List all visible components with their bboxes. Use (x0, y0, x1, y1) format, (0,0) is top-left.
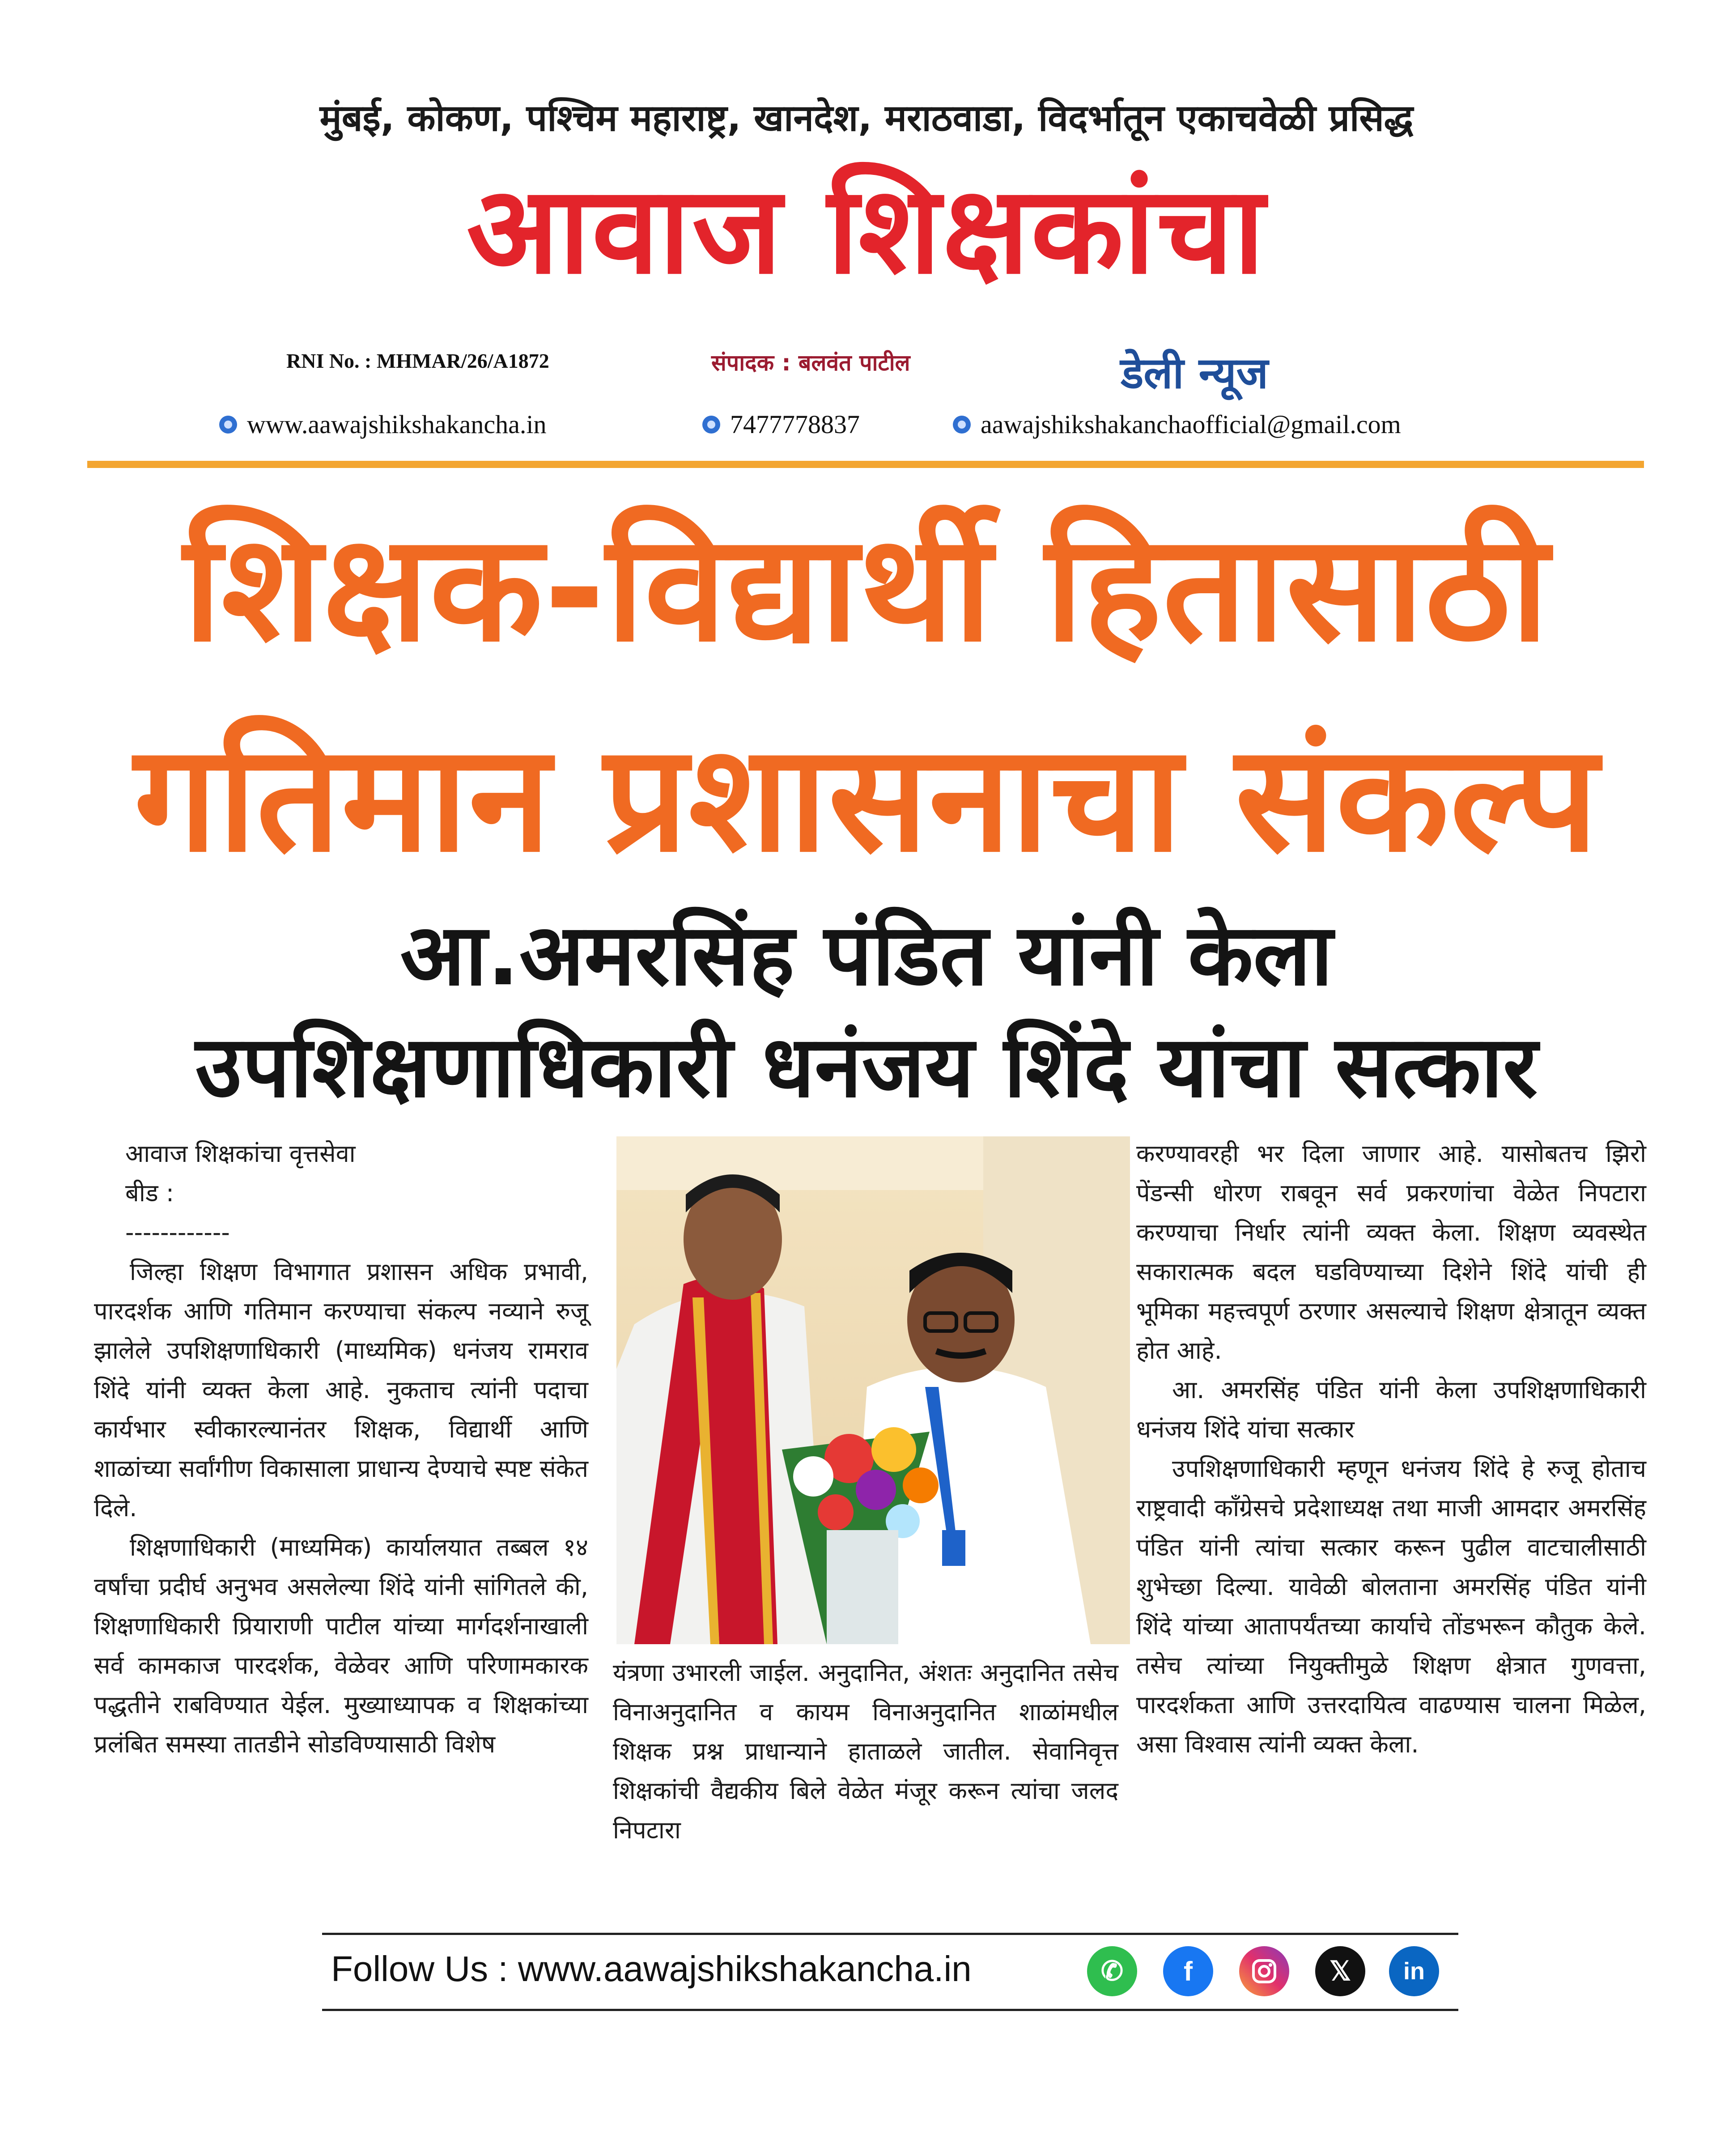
headline-line-2: गतिमान प्रशासनाचा संकल्प (134, 713, 1599, 885)
felicitation-photo (616, 1136, 1130, 1644)
instagram-icon[interactable] (1239, 1946, 1289, 1996)
footer-divider-top (322, 1933, 1458, 1935)
article-paragraph: जिल्हा शिक्षण विभागात प्रशासन अधिक प्रभावी, पारदर्शक आणि गतिमान करण्याचा संकल्प नव्याने रुजू झालेले उपशिक्षणाधिकारी (माध्यमिक) धनंजय रामराव शिंदे यांनी व्यक्त केला आहे. नुकताच त्यांनी पदाचा कार्यभार स्वीकारल्यानंतर शिक्षक, विद्यार्थी आणि शाळांच्या सर्वांगीण विकासाला प्राधान्य देण्याचे स्पष्ट संकेत दिले. (94, 1258, 588, 1522)
x-icon[interactable]: 𝕏 (1315, 1946, 1365, 1996)
linkedin-icon[interactable]: in (1389, 1946, 1439, 1996)
article-paragraph: उपशिक्षणाधिकारी म्हणून धनंजय शिंदे हे रुजू होताच राष्ट्रवादी काँग्रेसचे प्रदेशाध्यक्ष तथा माजी आमदार अमरसिंह पंडित यांनी त्यांचा सत्कार करून पुढील वाटचालीसाठी शुभेच्छा दिल्या. यावेळी बोलताना अमरसिंह पंडित यांनी शिंदे यांच्या आतापर्यंतच्या कार्याचे तोंडभरून कौतुक केले. तसेच त्यांच्या नियुक्तीमुळे शिक्षण क्षेत्रात गुणवत्ता, पारदर्शकता आणि उत्तरदायित्व वाढण्यास चालना मिळेल, असा विश्वास त्यांनी व्यक्त केला. (1136, 1454, 1646, 1758)
subheadline-line-2: उपशिक्षणाधिकारी धनंजय शिंदे यांचा सत्कार (195, 1017, 1538, 1116)
follow-us-link[interactable]: Follow Us : www.aawajshikshakancha.in (331, 1949, 972, 1989)
subheadline-line-1: आ.अमरसिंह पंडित यांनी केला (400, 906, 1333, 1004)
article-separator: ------------ (125, 1218, 230, 1246)
phone-icon (702, 416, 720, 434)
article-column-middle (613, 1653, 1118, 1850)
edition-label: डेली न्यूज (1121, 348, 1268, 398)
article-paragraph: शिक्षणाधिकारी (माध्यमिक) कार्यालयात तब्बल १४ वर्षांचा प्रदीर्घ अनुभव असलेल्या शिंदे यांनी सांगितले की, शिक्षणाधिकारी प्रियाराणी पाटील यांच्या मार्गदर्शनाखाली सर्व कामकाज पारदर्शक, वेळेवर आणि परिणामकारक पद्धतीने राबविण्यात येईल. मुख्याध्यापक व शिक्षकांच्या प्रलंबित समस्या तातडीने सोडविण्यासाठी विशेष (94, 1533, 588, 1758)
article-column-right (1136, 1134, 1646, 1764)
headline-line-1: शिक्षक-विद्यार्थी हितासाठी (183, 502, 1550, 674)
masthead-title: आवाज शिक्षकांचा (466, 160, 1267, 301)
article-column-left (94, 1134, 588, 1764)
editor-name: संपादक : बलवंत पाटील (711, 350, 910, 376)
header-divider (87, 461, 1644, 468)
article-subheading: आ. अमरसिंह पंडित यांनी केला उपशिक्षणाधिकारी धनंजय शिंदे यांचा सत्कार (1136, 1376, 1646, 1443)
footer-divider-bottom (322, 2009, 1458, 2011)
email-text: aawajshikshakanchaofficial@gmail.com (981, 410, 1401, 439)
contact-email[interactable] (953, 409, 1401, 439)
globe-icon (219, 416, 237, 434)
article-dateline: बीड : (125, 1179, 174, 1207)
tagline: मुंबई, कोकण, पश्चिम महाराष्ट्र, खानदेश, मराठवाडा, विदर्भातून एकाचवेळी प्रसिद्ध (319, 97, 1414, 140)
article-paragraph: करण्यावरही भर दिला जाणार आहे. यासोबतच झिरो पेंडन्सी धोरण राबवून सर्व प्रकरणांचा वेळेत निपटारा करण्याचा निर्धार त्यांनी व्यक्त केला. शिक्षण व्यवस्थेत सकारात्मक बदल घडविण्याच्या दिशेने शिंदे यांची ही भूमिका महत्त्वपूर्ण ठरणार असल्याचे शिक्षण क्षेत्रातून व्यक्त होत आहे. (1136, 1140, 1646, 1365)
whatsapp-icon[interactable]: ✆ (1087, 1946, 1137, 1996)
article-source: आवाज शिक्षकांचा वृत्तसेवा (125, 1140, 356, 1168)
article-paragraph: यंत्रणा उभारली जाईल. अनुदानित, अंशतः अनुदानित तसेच विनाअनुदानित व कायम विनाअनुदानित शाळांमधील शिक्षक प्रश्न प्राधान्याने हाताळले जातील. सेवानिवृत्त शिक्षकांची वैद्यकीय बिले वेळेत मंजूर करून त्यांचा जलद निपटारा (613, 1658, 1118, 1844)
phone-text: 7477778837 (730, 410, 860, 439)
facebook-icon[interactable]: f (1163, 1946, 1213, 1996)
rni-number: RNI No. : MHMAR/26/A1872 (286, 349, 549, 372)
website-text: www.aawajshikshakancha.in (247, 410, 547, 439)
contact-website[interactable] (219, 409, 546, 439)
contact-phone[interactable] (702, 409, 860, 439)
mail-icon (953, 416, 971, 434)
